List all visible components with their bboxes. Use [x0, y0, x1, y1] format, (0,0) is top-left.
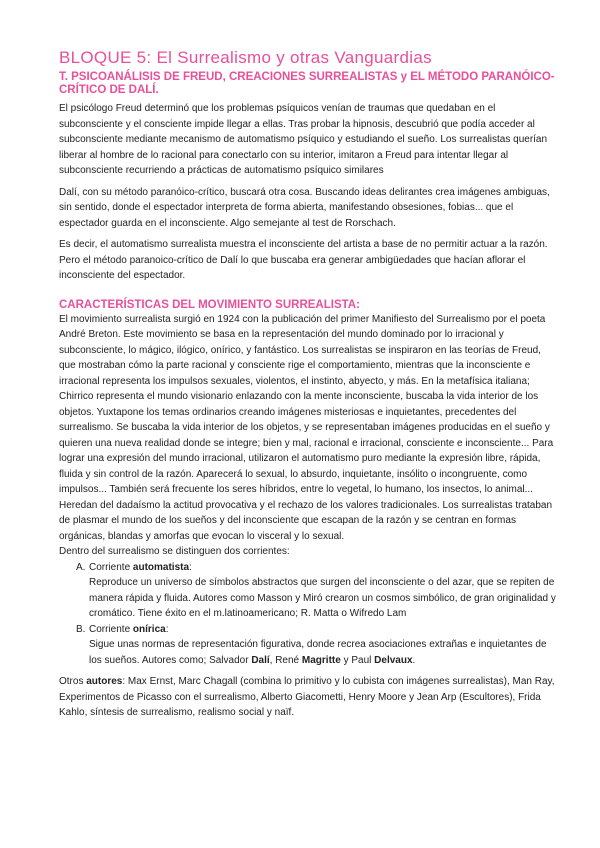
list-item-colon: : — [165, 623, 169, 635]
artist-name: Delvaux — [374, 654, 413, 666]
list-item-colon: : — [189, 561, 192, 573]
others-keyword: autores — [86, 676, 123, 687]
list-item-keyword: automatista — [132, 561, 190, 573]
artist-name: Magritte — [301, 654, 341, 666]
currents-list — [59, 560, 559, 669]
separator: y Paul — [340, 654, 375, 666]
paragraph-characteristics: El movimiento surrealista surgió en 1924 con la publicación del primer Manifiesto del Surrealismo por el poeta André Breton. Este movimiento se basa en la representación del mundo dominado por lo irracional y subconsciente, lo mágico, ilógico, onírico, y fantástico. Los surrealistas se inspiraron en las teorías de Freud, que mostraban cómo la parte racional y consciente rige el comportamiento, mientras que la inconsciente e irracional representa los impulsos sexuales, violentos, el instinto, abyecto, y más. En la metafísica italiana; Chirrico representa el mundo visionario enlazando con la mente inconsciente, buscaba la vida interior de los objetos. Yuxtapone los temas ordinarios creando imágenes misteriosas e inquietantes, precedentes del surrealismo. Se buscaba la vida interior de los objetos, y se representaban imágenes producidas en el sueño y quieren una nueva realidad donde se integre; bien y mal, racional e irracional, consciente e inconsciente... Para lograr una expresión del mundo irracional, utilizaron el automatismo puro mediante la expresión libre, rápida, fluida y sin control de la razón. Aparecerá lo sexual, lo absurdo, inquietante, insólito o incongruente, como impulsos... También será frecuente los seres híbridos, entre lo vegetal, lo humano, los insectos, lo animal... Heredan del dadaísmo la actitud provocativa y el rechazo de los valores tradicionales. Los surrealistas trataban de plasmar el mundo de los sueños y del inconsciente que escapan de la razón y se centran en formas orgánicas, blandas y amorfas que evocan lo visceral y lo sexual. — [59, 313, 554, 542]
paragraph-freud: El psicólogo Freud determinó que los problemas psíquicos venían de traumas que quedaban en el subconsciente y el consciente impide llegar a ellas. Tras probar la hipnosis, descubrió que podía acceder al subconsciente mediante mecanismo de automatismo psíquico y estudiando el sueño. Los surrealistas querían liberar al hombre de lo racional para conectarlo con su interior, imitaron a Freud para intentar llegar al subconsciente recurriendo a prácticas de automatismo psíquico similares — [59, 103, 548, 176]
paragraph-currents-intro: Dentro del surrealismo se distinguen dos corrientes: — [59, 546, 290, 557]
section-title-freud: T. PSICOANÁLISIS DE FREUD, CREACIONES SURREALISTAS y EL MÉTODO PARANÓICO-CRÍTICO DE DALÍ. — [59, 71, 555, 96]
list-item-text: Reproduce un universo de símbolos abstractos que surgen del inconsciente o del azar, que se repiten de manera rápida y fluida. Autores como Masson y Miró crearon un cosmos simbólico, de gran originalidad y cromático. Tiene éxito en el m.latinoamericano; R. Matta o Wifredo Lam — [89, 577, 556, 619]
section-title-characteristics: CARACTERÍSTICAS DEL MOVIMIENTO SURREALISTA: — [59, 298, 360, 311]
document-page — [59, 48, 559, 727]
artist-name: Dalí — [251, 654, 270, 666]
separator: , René — [269, 654, 302, 666]
period: . — [412, 654, 416, 666]
list-marker: A. — [76, 561, 86, 573]
list-item-keyword: onírica — [132, 623, 166, 635]
list-item-oniric — [59, 622, 559, 669]
list-item-automatist — [59, 560, 559, 622]
list-item-prefix: Corriente — [89, 561, 133, 573]
paragraph-summary: Es decir, el automatismo surrealista muestra el inconsciente del artista a base de no permitir actuar a la razón. Pero el método paranoico-crítico de Dalí lo que buscaba era generar ambigüedades que hacían aflorar el inconsciente del espectador. — [59, 239, 548, 281]
list-marker: B. — [76, 623, 86, 635]
paragraph-other-authors — [59, 674, 559, 721]
paragraph-dali: Dalí, con su método paranóico-crítico, buscará otra cosa. Buscando ideas delirantes crea imágenes ambiguas, sin sentido, donde el espectador interpreta de forma abierta, manifestando obsesiones, fobias... que el espectador guarda en el inconsciente. Algo semejante al test de Rorschach. — [59, 186, 550, 229]
others-text: : Max Ernst, Marc Chagall (combina lo primitivo y lo cubista con imágenes surrealistas), Man Ray, Experimentos de Picasso con el surrealismo, Alberto Giacometti, Henry Moore y Jean Arp (Escultores), Frida Kahlo, síntesis de surrealismo, realismo social y naïf. — [59, 676, 555, 718]
list-item-text: Sigue unas normas de representación figurativa, donde recrea asociaciones extrañas e inquietantes de los sueños. Autores como; Salvador — [89, 639, 547, 666]
page-title: BLOQUE 5: El Surrealismo y otras Vanguardias — [59, 48, 432, 67]
list-item-prefix: Corriente — [89, 623, 133, 635]
others-prefix: Otros — [59, 676, 87, 687]
